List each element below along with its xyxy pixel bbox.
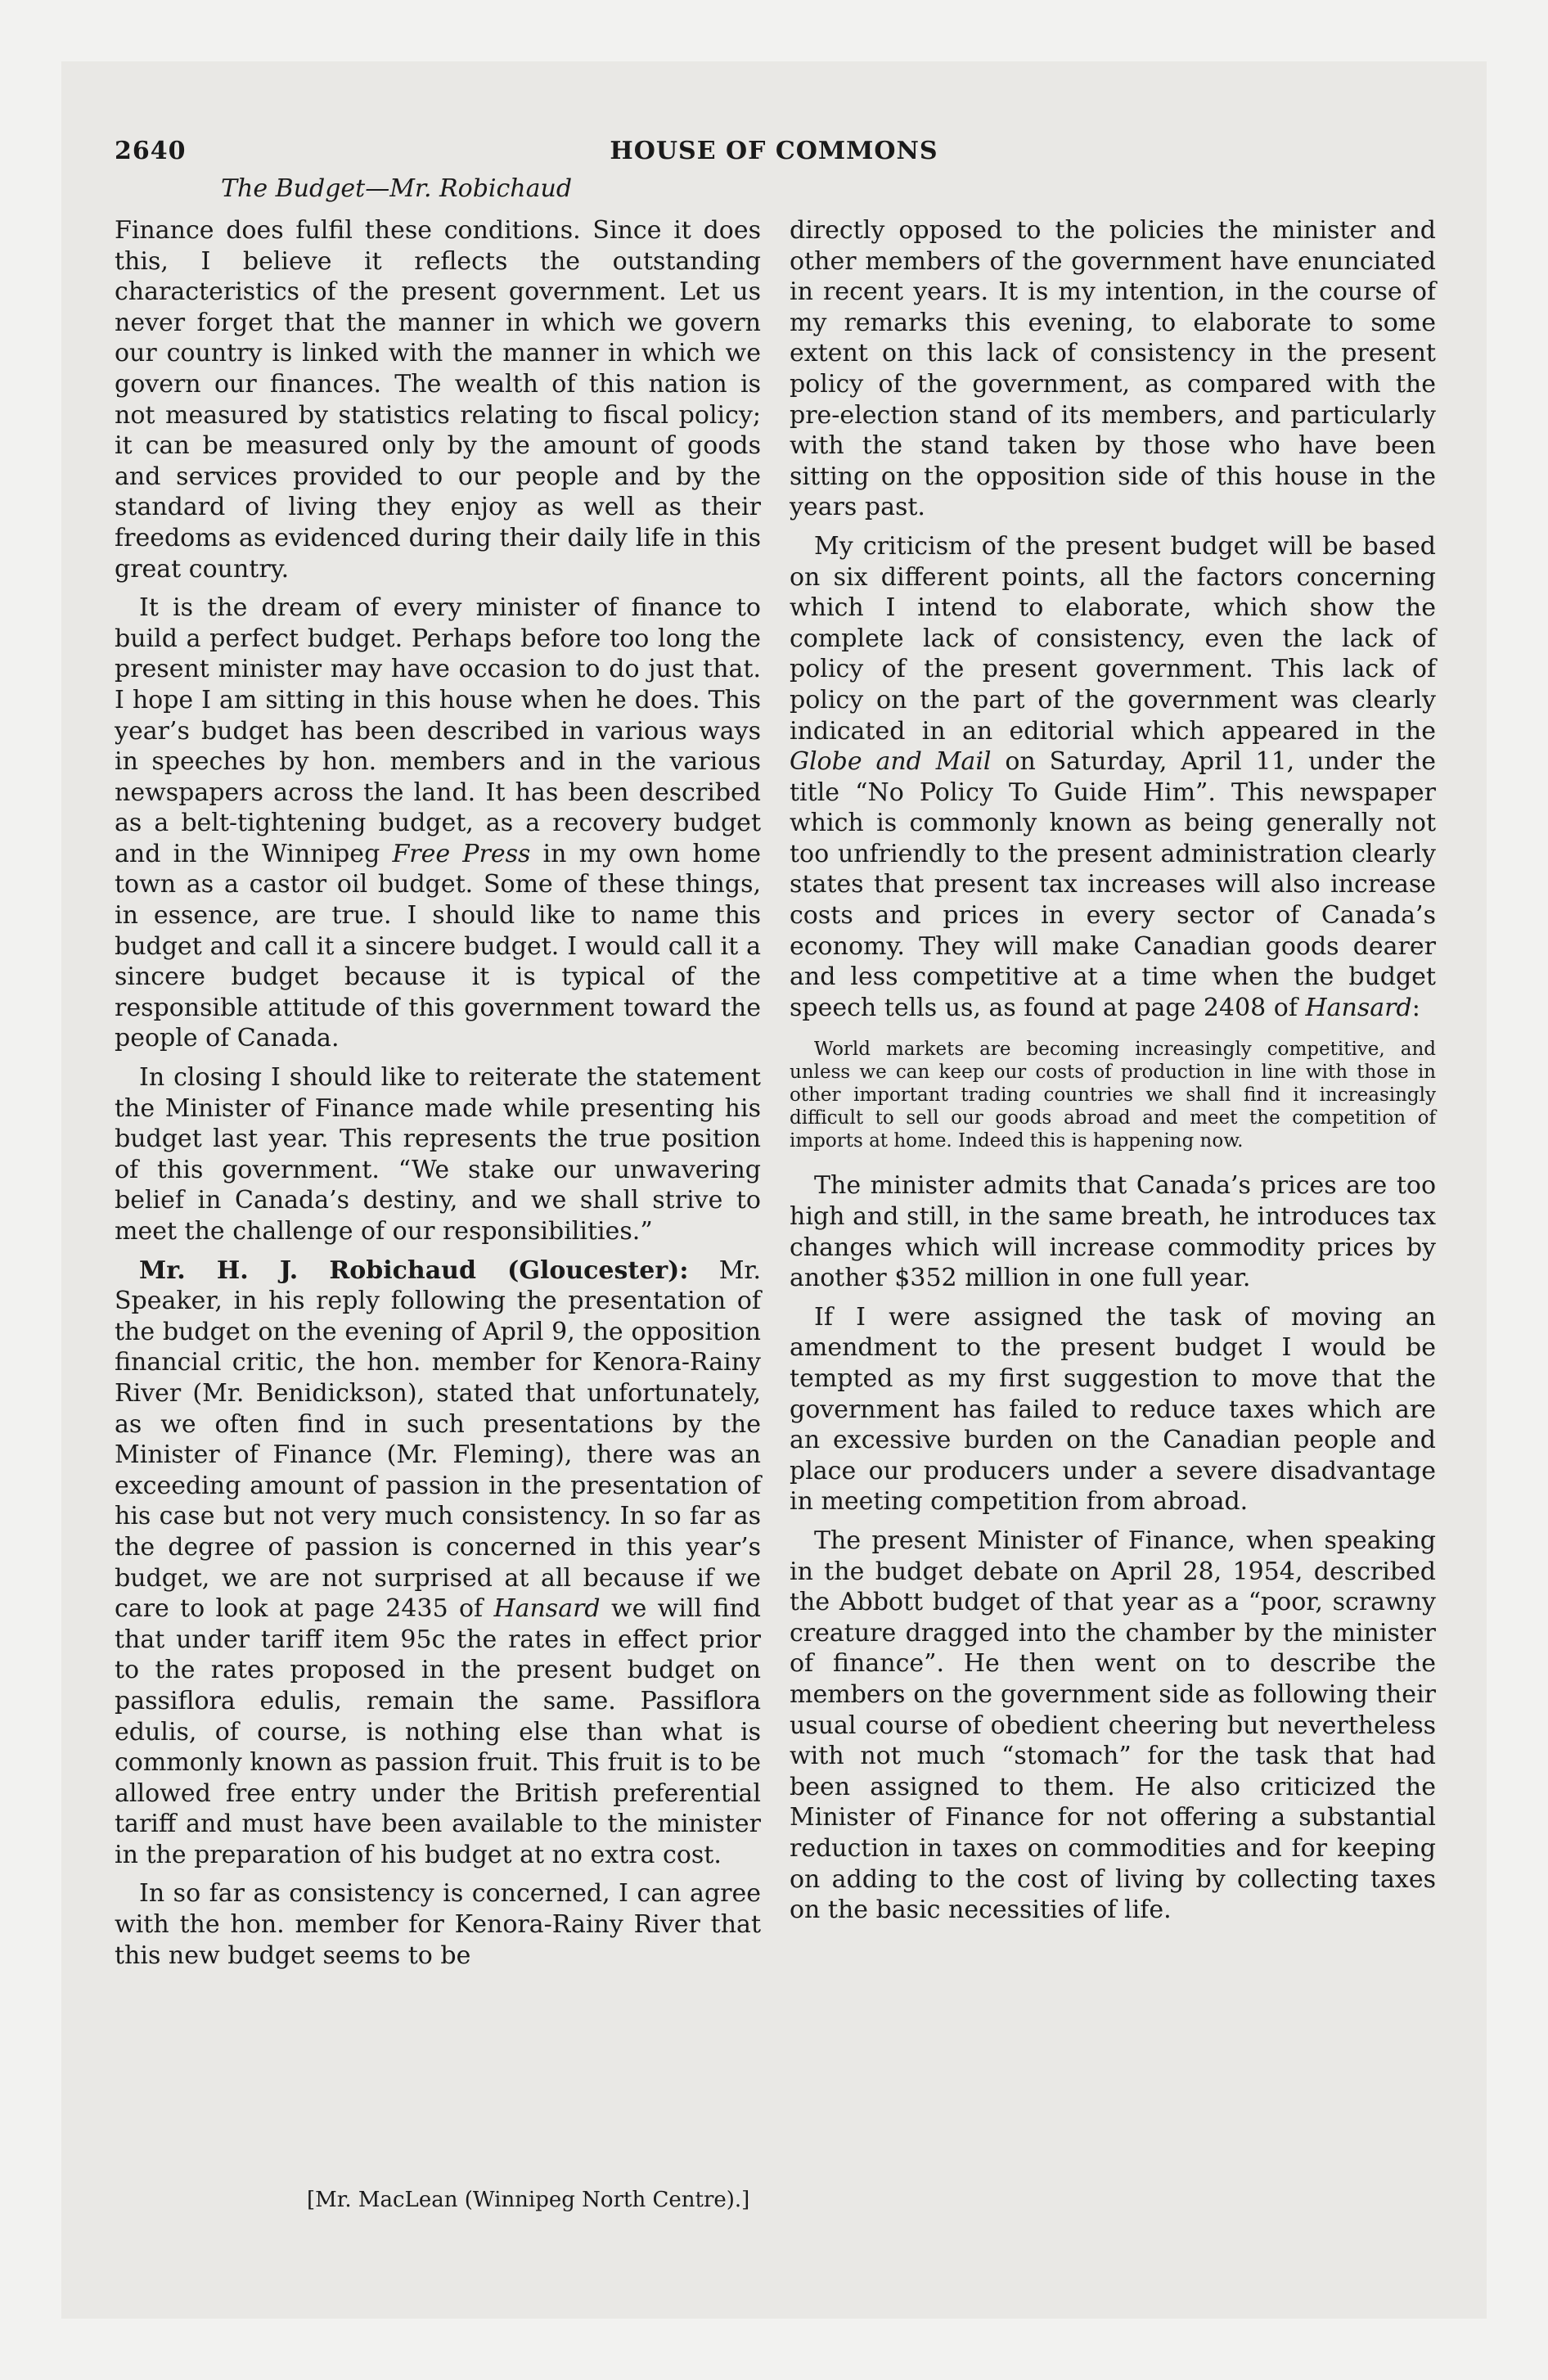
text-run: : [1411, 993, 1420, 1022]
text-run: in my own home town as a castor oil budget. Some of these things, in essence, are true. I should like to name this budget and call it a sincere budget. I would call it a sincere budget because it is typical of the responsible attitude of this government toward the people of Canada. [115, 839, 761, 1053]
paragraph: If I were assigned the task of moving an amendment to the present budget I would be tempted as my first suggestion to move that the government has failed to reduce taxes which are an excessive burden on the Canadian people and place our producers under a severe disadvantage in meeting competition from abroad. [790, 1302, 1436, 1517]
page-number: 2640 [115, 137, 187, 165]
speaker-name: Mr. H. J. Robichaud (Gloucester): [139, 1255, 689, 1285]
italic-title: Hansard [493, 1594, 601, 1624]
paragraph [115, 593, 761, 1054]
paragraph: In closing I should like to reiterate the statement the Minister of Finance made while presenting his budget last year. This represents the true position of this government. “We stake our unwavering belief in Canada’s destiny, and we shall strive to meet the challenge of our responsibilities.” [115, 1063, 761, 1246]
paragraph: The minister admits that Canada’s prices are too high and still, in the same breath, he introduces tax changes which will increase commodity prices by another $352 million in one full year. [790, 1171, 1436, 1293]
paragraph [115, 1255, 761, 1871]
paragraph: The present Minister of Finance, when speaking in the budget debate on April 28, 1954, described the Abbott budget of that year as a “poor, scrawny creature dragged into the chamber by the minister of finance”. He then went on to describe the members on the government side as following their usual course of obedient cheering but nevertheless with not much “stomach” for the task that had been assigned to them. He also criticized the Minister of Finance for not offering a substantial reduction in taxes on commodities and for keeping on adding to the cost of living by collecting taxes on the basic necessities of life. [790, 1526, 1436, 1925]
text-run: on Saturday, April 11, under the title “No Policy To Guide Him”. This newspaper which is commonly known as being generally not too unfriendly to the present administration clearly states that present tax increases will also increase costs and prices in every sector of Canada’s economy. They will make Canadian goods dearer and less competitive at a time when the budget speech tells us, as found at page 2408 of [790, 747, 1436, 1022]
right-column [790, 215, 1436, 1934]
running-subheader: The Budget—Mr. Robichaud [221, 174, 573, 203]
italic-title: Globe and Mail [790, 747, 992, 777]
paragraph [790, 531, 1436, 1024]
paragraph: In so far as consistency is concerned, I can agree with the hon. member for Kenora-Rainy River that this new budget seems to be [115, 1879, 761, 1970]
text-run: It is the dream of every minister of finance to build a perfect budget. Perhaps before too long the present minister may have occasion to do just that. I hope I am sitting in this house when he does. This year’s budget has been described in various ways in speeches by hon. members and in the various newspapers across the land. It has been described as a belt-tightening budget, as a recovery budget and in the Winnipeg [115, 593, 761, 868]
block-quote: World markets are becoming increasingly competitive, and unless we can keep our costs of production in line with those in other important trading countries we shall find it increasingly difficult to sell our goods abroad and meet the competition of imports at home. Indeed this is happening now. [790, 1039, 1436, 1152]
left-column [115, 215, 761, 1979]
paragraph: Finance does fulfil these conditions. Since it does this, I believe it reflects the outstanding characteristics of the present government. Let us never forget that the manner in which we govern our country is linked with the manner in which we govern our finances. The wealth of this nation is not measured by statistics relating to fiscal policy; it can be measured only by the amount of goods and services provided to our people and by the standard of living they enjoy as well as their freedoms as evidenced during their daily life in this great country. [115, 216, 761, 584]
italic-title: Free Press [392, 839, 531, 868]
page-title: HOUSE OF COMMONS [610, 137, 938, 165]
text-run: we will find that under tariff item 95c the rates in effect prior to the rates proposed in the present budget on passiflora edulis, remain the same. Passiflora edulis, of course, is nothing else than what is commonly known as passion fruit. This fruit is to be allowed free entry under the British preferential tariff and must have been available to the minister in the preparation of his budget at no extra cost. [115, 1594, 761, 1869]
chair-footer: [Mr. MacLean (Winnipeg North Centre).] [307, 2188, 750, 2212]
text-run: Mr. Speaker, in his reply following the presentation of the budget on the evening of April 9, the opposition financial critic, the hon. member for Kenora-Rainy River (Mr. Benidickson), stated that unfortunately, as we often find in such presentations by the Minister of Finance (Mr. Fleming), there was an exceeding amount of passion in the presentation of his case but not very much consistency. In so far as the degree of passion is concerned in this year’s budget, we are not surprised at all because if we care to look at page 2435 of [115, 1255, 761, 1624]
hansard-page [61, 61, 1487, 2319]
paragraph: directly opposed to the policies the minister and other members of the government have enunciated in recent years. It is my intention, in the course of my remarks this evening, to elaborate to some extent on this lack of consistency in the present policy of the government, as compared with the pre-election stand of its members, and particularly with the stand taken by those who have been sitting on the opposition side of this house in the years past. [790, 216, 1436, 522]
text-run: My criticism of the present budget will be based on six different points, all the factors concerning which I intend to elaborate, which show the complete lack of consistency, even the lack of policy of the present government. This lack of policy on the part of the government was clearly indicated in an editorial which appeared in the [790, 531, 1436, 746]
italic-title: Hansard [1305, 993, 1412, 1022]
